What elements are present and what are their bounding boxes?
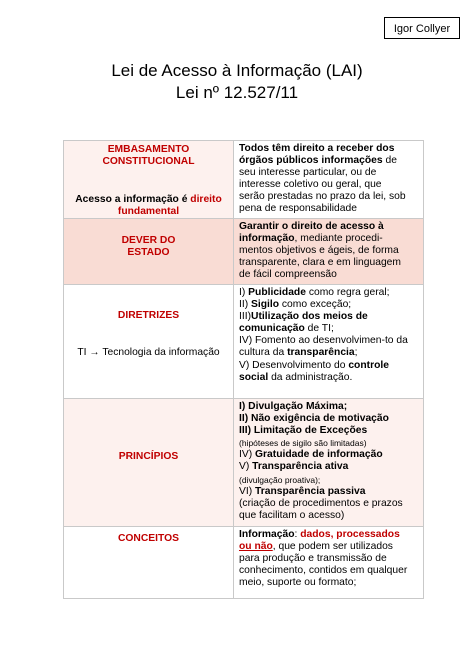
row-content-cell: Informação: dados, processados ou não, que podem ser utilizados para produção e transmissão de conhecimento, contidos em qualquer meio, suporte ou formato; [234,527,424,599]
document-title: Lei de Acesso à Informação (LAI) [111,61,363,80]
row-heading: CONCEITOS [117,533,180,544]
row-content-cell: Garantir o direito de acesso à informação, mediante procedi- mentos objetivos e ágeis, de forma transparente, clara e em linguagem de fácil compreensão [234,219,424,285]
row-heading: PRINCÍPIOS [118,451,179,462]
table-row-diretrizes [64,285,424,399]
row-label-cell [64,219,234,285]
table-row-conceitos [64,527,424,599]
summary-table [63,140,424,599]
row-heading: DIRETRIZES [117,310,180,321]
document-subtitle: Lei nº 12.527/11 [175,83,299,102]
author-name-box: Igor Collyer [384,17,460,39]
row-label-cell [64,285,234,399]
row-note: TI → Tecnologia da informação [77,347,220,358]
arrow-right-icon: → [89,347,100,358]
row-content-cell: Todos têm direito a receber dos órgãos públicos informações de seu interesse particular, ou de interesse coletivo ou geral, que serão prestadas no prazo da lei, sob pena de responsabilidade [234,141,424,219]
table-row-embasamento [64,141,424,219]
row-label-cell [64,141,234,219]
row-content-cell: I) Publicidade como regra geral; II) Sigilo como exceção; III)Utilização dos meios de comunicação de TI; IV) Fomento ao desenvolvimen-to da cultura da transparência; V) Desenvolvimento do controle social da administração. [234,285,424,399]
row-heading: EMBASAMENTO CONSTITUCIONAL [102,144,195,168]
row-label-cell [64,527,234,599]
row-heading: DEVER DO ESTADO [121,235,176,259]
row-note: Acesso a informação é direito fundamental [75,194,222,218]
table-row-principios [64,399,424,527]
row-content-cell: I) Divulgação Máxima; II) Não exigência de motivação III) Limitação de Exceções (hipóteses de sigilo são limitadas) IV) Gratuidade de informação V) Transparência ativa (divulgação proativa); VI) Transparência passiva (criação de procedimentos e prazos que facilitam o acesso) [234,399,424,527]
table-row-dever [64,219,424,285]
row-label-cell [64,399,234,527]
